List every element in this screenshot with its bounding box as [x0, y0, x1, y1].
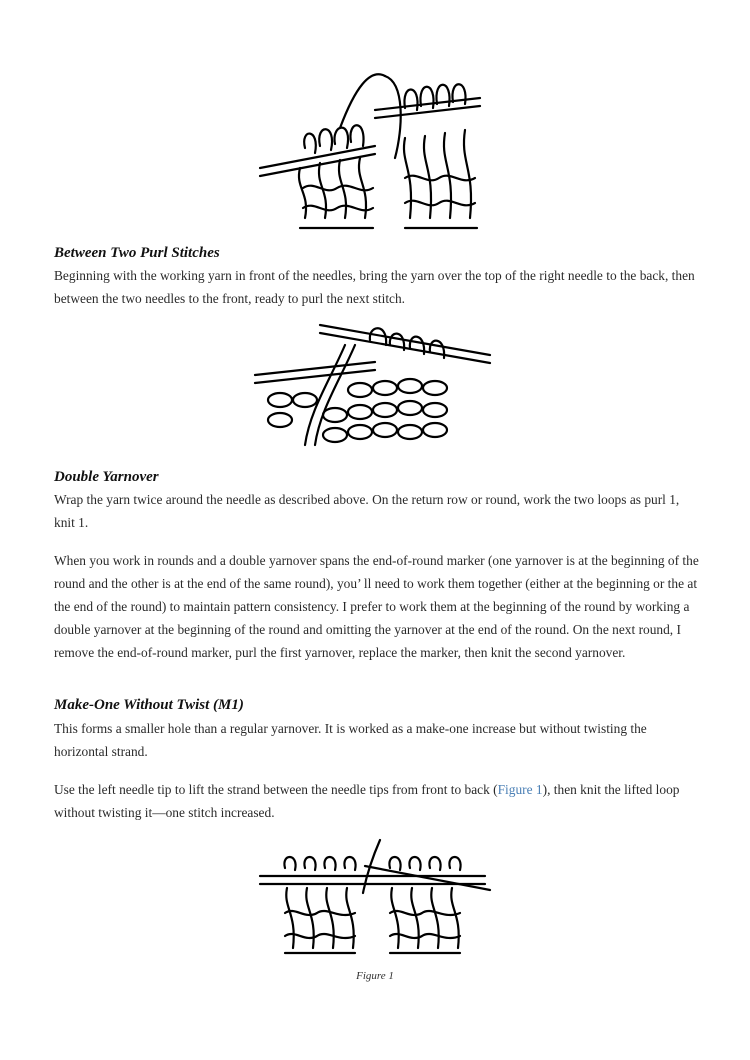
figure-1-link[interactable]: Figure 1 [497, 782, 543, 797]
section-heading-m1: Make-One Without Twist (M1) [54, 697, 244, 713]
paragraph-m1-2-text-b: ), then knit the lifted loop without twisting it—one stitch increased. [54, 782, 680, 820]
section-heading-purl: Between Two Purl Stitches [54, 245, 220, 261]
paragraph-m1-1: This forms a smaller hole than a regular yarnover. It is worked as a make-one increase but without twisting the horizontal strand. [54, 721, 647, 759]
paragraph-purl: Beginning with the working yarn in front of the needles, bring the yarn over the top of the right needle to the back, then between the two needles to the front, ready to purl the next stitch. [54, 268, 695, 306]
figure-caption: Figure 1 [356, 970, 394, 982]
paragraph-m1-2-text-a: Use the left needle tip to lift the strand between the needle tips from front to back ( [54, 782, 498, 797]
knitting-needles-drawing-purl [250, 320, 500, 452]
make-one-drawing [255, 838, 495, 960]
right-needle [320, 325, 490, 355]
right-needle [365, 866, 490, 890]
knitting-illustration-middle [0, 320, 750, 452]
knitting-illustration-top [0, 68, 750, 238]
knitting-needles-drawing [255, 68, 495, 238]
paragraph-m1-2 [54, 778, 699, 824]
paragraph-double-1: Wrap the yarn twice around the needle as described above. On the return row or round, work the two loops as purl 1, knit 1. [54, 492, 680, 530]
section-heading-double: Double Yarnover [54, 469, 159, 485]
paragraph-double-2: When you work in rounds and a double yarnover spans the end-of-round marker (one yarnover is at the beginning of the round and the other is at the end of the same round), you’ ll need to work them together (either at the beginning or the at the end of the round) to maintain pattern consistency. I prefer to work them at the beginning of the round by working a double yarnover at the beginning of the round and omitting the yarnover at the end of the round. On the next round, I remove the end-of-round marker, purl the first yarnover, replace the marker, then knit the second yarnover. [54, 553, 699, 660]
working-yarn [340, 74, 385, 128]
knitting-illustration-figure-1 [0, 838, 750, 960]
